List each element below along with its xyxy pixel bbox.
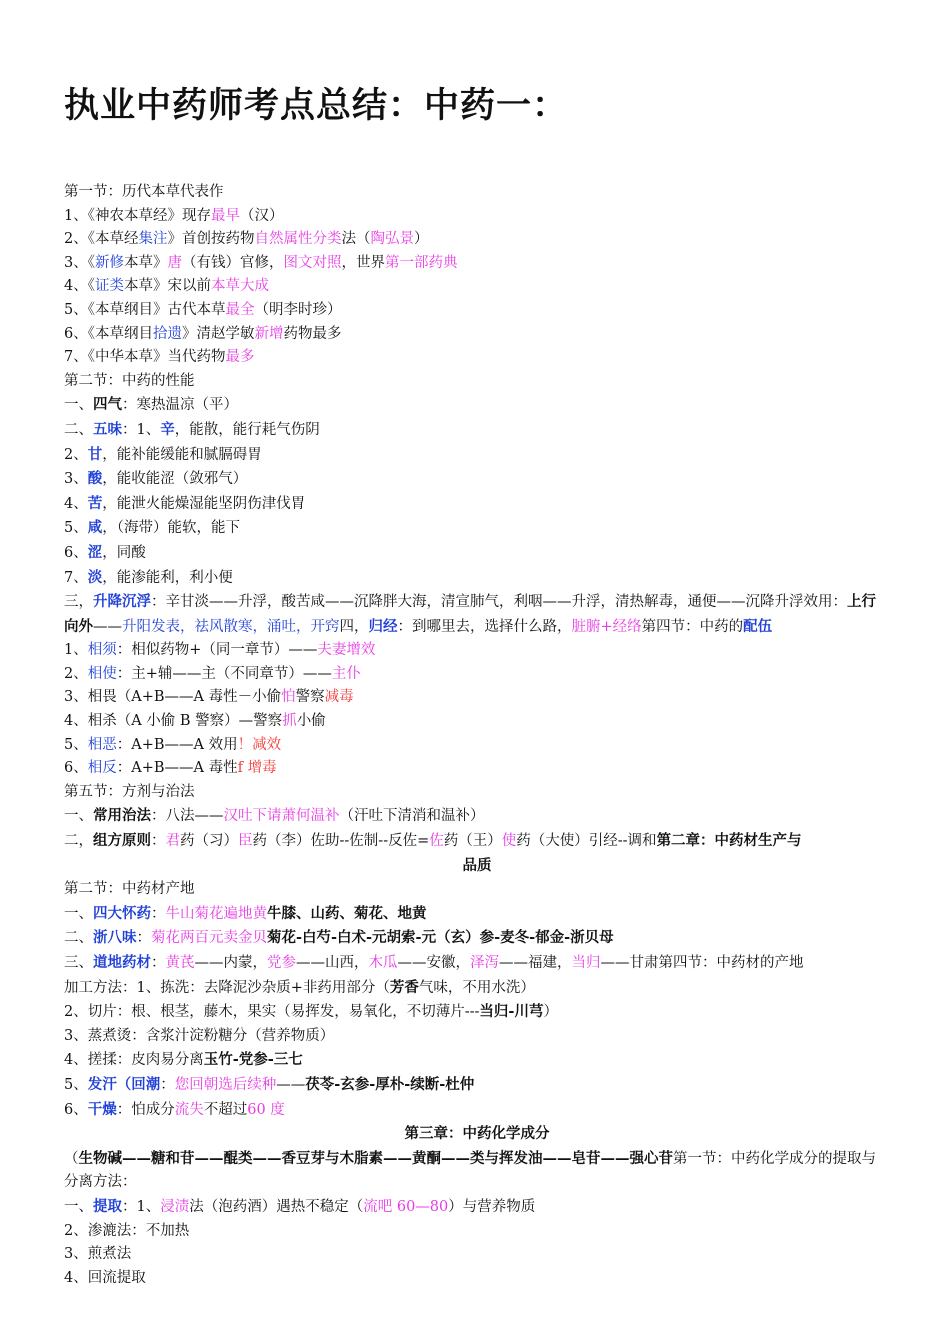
text-line-l33 — [64, 976, 890, 1001]
text-run: 牛膝、山药、菊花、地黄 — [267, 904, 427, 922]
text-run: ——甘肃第四节：中药材的产地 — [600, 955, 804, 971]
text-run: ——山西， — [296, 955, 369, 971]
text-line-l36 — [64, 1048, 890, 1073]
text-run: 气味，不用水洗） — [418, 979, 535, 996]
text-run: 泽泻 — [470, 955, 499, 971]
text-run: ：A+B——A 效用 — [116, 736, 238, 753]
text-run: 浸渍 — [160, 1198, 190, 1215]
text-run: 加工方法：1、拣洗：去降泥沙杂质+非药用部分（ — [64, 979, 390, 996]
text-run: 法（ — [341, 231, 371, 248]
text-line-l17 — [64, 566, 890, 591]
text-run: 4、搓揉：皮肉易分离 — [64, 1052, 204, 1069]
text-run: 浙八味 — [93, 929, 137, 947]
text-run: 警察 — [295, 689, 325, 706]
text-run: 配伍 — [743, 617, 773, 635]
text-run: 相须 — [87, 642, 117, 659]
text-run: 菊花-白芍-白术-元胡索-元（玄）参-麦冬-郁金-浙贝母 — [267, 929, 614, 947]
text-run: ： — [151, 955, 166, 971]
text-run: ： — [151, 833, 166, 850]
text-line-l42 — [64, 1220, 890, 1244]
text-run: 小偷 — [296, 713, 326, 730]
text-run: 提取 — [93, 1197, 122, 1215]
text-run: 一、 — [64, 808, 93, 825]
text-run: 减毒 — [324, 689, 354, 706]
text-run: 2、《本草经 — [64, 231, 139, 248]
text-line-l37 — [64, 1073, 890, 1098]
text-run: 生物碱——糖和苷——醌类——香豆芽与木脂素——黄酮——类与挥发油——皂苷——强心苷 — [78, 1149, 673, 1167]
text-run: 菊花两百元卖金贝 — [151, 930, 267, 947]
text-run: 7、《中华本草》当代药物 — [64, 349, 226, 366]
text-run: ，世界 — [341, 254, 385, 271]
text-run: ，能补能缓能和腻膈碍胃 — [102, 446, 262, 463]
text-run: 第二章：中药材生产与 — [656, 832, 802, 850]
text-run: ） — [543, 1004, 558, 1021]
text-run: 流失 — [174, 1101, 204, 1118]
text-run: 药（李）佐助--佐制--反佐= — [252, 833, 430, 850]
text-run: 6、 — [64, 544, 88, 561]
text-run: ——安徽， — [397, 955, 470, 971]
text-run: 第一节：中药化学成分的提取与分离方法： — [64, 1150, 876, 1191]
text-run: 3、相畏（A+B——A 毒性－小偷 — [64, 689, 282, 706]
text-run: 新增 — [254, 325, 284, 342]
text-run: 药物最多 — [283, 325, 342, 342]
text-run: 5、 — [64, 1076, 88, 1093]
text-run: （明李时珍） — [254, 301, 342, 318]
text-line-l08 — [64, 346, 890, 370]
text-run: 相恶 — [87, 736, 117, 753]
text-line-l03 — [64, 228, 890, 252]
text-line-l15 — [64, 516, 890, 541]
text-run: 自然属性分类 — [254, 231, 342, 248]
text-run: 最多 — [225, 349, 255, 366]
text-run: 君 — [165, 833, 180, 850]
text-line-l30 — [64, 902, 890, 927]
text-run: 归经 — [368, 617, 398, 635]
text-run: ：1、 — [122, 1198, 161, 1215]
text-run: 3、《 — [64, 254, 95, 271]
text-run: 2、 — [64, 446, 88, 463]
text-line-l11 — [64, 418, 890, 443]
text-run: 臣 — [238, 833, 253, 850]
text-run: 3、煎煮法 — [64, 1246, 132, 1263]
text-line-l18 — [64, 590, 890, 639]
text-run: 当归-川芎 — [479, 1003, 544, 1021]
text-run: 不超过 — [203, 1101, 248, 1118]
text-run: 4、相杀（A 小偷 B 警察）—警察 — [64, 713, 283, 730]
text-run: 2、渗漉法：不加热 — [64, 1222, 190, 1239]
text-run: ：A+B——A 毒性 — [116, 760, 238, 777]
text-line-l39 — [64, 1122, 890, 1147]
text-line-l25 — [64, 781, 890, 805]
text-line-l28 — [64, 854, 890, 879]
text-run: 辛 — [160, 420, 175, 438]
text-line-l06 — [64, 299, 890, 323]
document-body — [64, 181, 890, 1290]
text-run: 60 度 — [247, 1101, 285, 1118]
text-run: 第一节：历代本草代表作 — [64, 184, 224, 200]
text-run: 甘 — [87, 445, 103, 463]
text-run: 酸 — [87, 470, 103, 488]
text-run: ：辛甘淡——升浮，酸苦咸——沉降胖大海，清宣肺气，利咽——升浮，清热解毒，通便——沉降升浮效用： — [151, 594, 847, 611]
text-line-l12 — [64, 443, 890, 468]
text-run: 党参 — [267, 955, 296, 971]
text-run: ：1、 — [122, 421, 161, 438]
text-run: 药（大使）引经--调和 — [516, 833, 657, 850]
text-run: 3、 — [64, 471, 88, 488]
text-line-l05 — [64, 275, 890, 299]
text-run: 二、 — [64, 930, 93, 947]
text-run: 5、《本草纲目》古代本草 — [64, 301, 226, 318]
text-run: ！减效 — [237, 736, 282, 753]
text-line-l13 — [64, 467, 890, 492]
text-run: 使 — [501, 833, 517, 850]
text-run: ： — [151, 905, 166, 922]
text-line-l26 — [64, 804, 890, 829]
text-run: ：相似药物+（同一章节）—— — [116, 642, 318, 659]
text-line-l34 — [64, 1000, 890, 1025]
text-run: 夫妻增效 — [317, 642, 376, 659]
text-run: 唐 — [167, 254, 182, 271]
text-run: ：主+辅——主（不同章节）—— — [116, 665, 332, 682]
text-run: 四大怀药 — [93, 904, 151, 922]
text-run: 组方原则 — [93, 832, 151, 850]
text-line-l10 — [64, 393, 890, 418]
text-run: ——内蒙， — [194, 955, 267, 971]
text-run: 升阳发表，祛风散寒，涌吐，开窍 — [122, 618, 340, 635]
text-line-l22 — [64, 710, 890, 734]
text-run: —— — [93, 618, 122, 635]
text-run: 最早 — [210, 207, 240, 224]
text-run: 陶弘景 — [370, 231, 414, 248]
text-run: 本草》宋以前 — [123, 278, 211, 295]
text-line-l43 — [64, 1243, 890, 1267]
text-line-l20 — [64, 663, 890, 687]
text-run: 》清赵学敏 — [181, 325, 255, 342]
text-line-l44 — [64, 1267, 890, 1291]
text-run: 主仆 — [331, 665, 361, 682]
text-run: 四， — [339, 618, 369, 635]
text-run: 三， — [64, 594, 93, 611]
text-run: 1、《神农本草经》现存 — [64, 207, 211, 224]
text-line-l23 — [64, 734, 890, 758]
text-run: ：寒热温凉（平） — [122, 397, 238, 414]
text-run: ） — [413, 231, 429, 248]
text-run: 2、 — [64, 665, 88, 682]
text-run: ——福建， — [499, 955, 572, 971]
text-run: 当归 — [571, 955, 601, 971]
text-run: 本草》 — [123, 254, 168, 271]
text-run: 药（王） — [443, 833, 502, 850]
text-run: 集注 — [138, 231, 168, 248]
text-run: ：八法—— — [151, 808, 224, 825]
text-run: 第二节：中药的性能 — [64, 372, 195, 389]
text-line-l16 — [64, 541, 890, 566]
text-run: （汗吐下清消和温补） — [339, 808, 485, 825]
text-run: 第五节：方剂与治法 — [64, 783, 195, 800]
text-line-l35 — [64, 1025, 890, 1049]
text-run: 品质 — [462, 856, 492, 874]
text-run: 图文对照 — [283, 254, 342, 271]
text-run: 淡 — [87, 568, 103, 586]
text-run: 上行向外 — [64, 593, 876, 635]
document-title: 执业中药师考点总结：中药一： — [64, 86, 569, 126]
text-run: 一、 — [64, 905, 93, 922]
text-run: 三、 — [64, 955, 93, 971]
text-run: ：怕成分 — [116, 1101, 175, 1118]
text-run: 证类 — [94, 278, 124, 295]
text-run: 升降沉浮 — [93, 593, 151, 611]
text-run: ，能泄火能燥湿能坚阴伤津伐胃 — [102, 495, 306, 512]
text-run: 1、 — [64, 642, 88, 659]
text-line-l40 — [64, 1147, 890, 1195]
text-run: 干燥 — [87, 1100, 117, 1118]
text-run: ：到哪里去，选择什么路， — [397, 618, 572, 635]
text-line-l41 — [64, 1195, 890, 1220]
text-run: 4、《 — [64, 278, 95, 295]
text-run: 您回朝选后续种 — [174, 1076, 277, 1093]
text-run: 咸 — [87, 519, 103, 537]
text-run: 苦 — [87, 494, 103, 512]
text-run: ，能收能涩（敛邪气） — [102, 471, 248, 488]
text-run: 怕 — [281, 689, 296, 706]
text-run: 相反 — [87, 760, 117, 777]
text-run: ，能渗能利，利小便 — [102, 569, 233, 586]
text-run: 发汗（回潮 — [87, 1075, 161, 1093]
text-line-l04 — [64, 252, 890, 276]
text-run: 本草大成 — [210, 278, 269, 295]
text-run: （汉） — [239, 207, 284, 224]
text-run: 4、回流提取 — [64, 1269, 146, 1286]
text-run: 4、 — [64, 495, 88, 512]
text-run: 第三章：中药化学成分 — [404, 1125, 550, 1143]
text-line-l29 — [64, 878, 890, 902]
text-run: 相使 — [87, 665, 117, 682]
text-run: 茯苓-玄参-厚朴-续断-杜仲 — [305, 1075, 475, 1093]
text-run: 2、切片：根、根茎，藤木，果实（易挥发，易氧化，不切薄片--- — [64, 1004, 480, 1021]
text-run: 第四节：中药的 — [641, 618, 744, 635]
text-run: 一、 — [64, 1198, 93, 1215]
text-run: ，（海带）能软，能下 — [102, 520, 240, 537]
text-run: 一、 — [64, 397, 93, 414]
text-run: 芳香 — [389, 978, 419, 996]
text-run: 第一部药典 — [384, 254, 458, 271]
text-run: —— — [276, 1076, 306, 1093]
text-run: 佐 — [429, 833, 444, 850]
text-line-l19 — [64, 639, 890, 663]
text-run: 6、 — [64, 1101, 88, 1118]
text-run: 道地药材 — [93, 954, 151, 971]
text-run: 二， — [64, 833, 93, 850]
text-run: 脏腑+经络 — [571, 618, 642, 635]
text-run: ，同酸 — [102, 544, 146, 561]
text-run: 3、蒸煮烫：含浆汁淀粉糖分（营养物质） — [64, 1027, 335, 1044]
text-run: 二、 — [64, 421, 93, 438]
text-run: 常用治法 — [93, 807, 151, 825]
text-line-l21 — [64, 686, 890, 710]
text-run: 黄芪 — [165, 955, 195, 971]
text-line-l09 — [64, 370, 890, 394]
text-run: （ — [64, 1150, 79, 1167]
text-run: 5、 — [64, 520, 88, 537]
text-line-l38 — [64, 1098, 890, 1123]
text-run: （有钱）官修， — [181, 254, 284, 271]
text-run: 5、 — [64, 736, 88, 753]
text-run: 第二节：中药材产地 — [64, 881, 195, 898]
text-line-l01 — [64, 181, 890, 205]
text-run: ： — [160, 1076, 175, 1093]
text-run: 7、 — [64, 569, 88, 586]
text-line-l32 — [64, 951, 890, 976]
text-run: 流吧 60—80 — [363, 1198, 449, 1215]
text-run: 法（泡药酒）遇热不稳定（ — [189, 1198, 364, 1215]
text-line-l02 — [64, 205, 890, 229]
text-run: 汉吐下请萧何温补 — [223, 808, 340, 825]
text-line-l24 — [64, 757, 890, 781]
text-run: 拾遗 — [152, 325, 182, 342]
text-run: 药（习） — [180, 833, 238, 850]
text-run: ）与营养物质 — [448, 1198, 536, 1215]
text-run: 五味 — [93, 420, 122, 438]
text-line-l07 — [64, 323, 890, 347]
text-line-l27 — [64, 829, 890, 854]
text-run: ，能散，能行耗气伤阴 — [174, 421, 320, 438]
text-run: 6、《本草纲目 — [64, 325, 153, 342]
text-run: 新修 — [94, 254, 124, 271]
text-run: 》首创按药物 — [167, 231, 255, 248]
text-run: 木瓜 — [368, 955, 398, 971]
text-run: ： — [136, 930, 151, 947]
text-run: 抓 — [282, 713, 297, 730]
text-run: f 增毒 — [237, 760, 277, 777]
text-run: 玉竹-党参-三七 — [203, 1051, 303, 1069]
text-run: 最全 — [225, 301, 255, 318]
text-run: 牛山菊花遍地黄 — [165, 905, 267, 922]
text-run: 四气 — [93, 396, 122, 414]
text-run: 6、 — [64, 760, 88, 777]
text-line-l14 — [64, 492, 890, 517]
text-line-l31 — [64, 926, 890, 951]
text-run: 涩 — [87, 543, 103, 561]
